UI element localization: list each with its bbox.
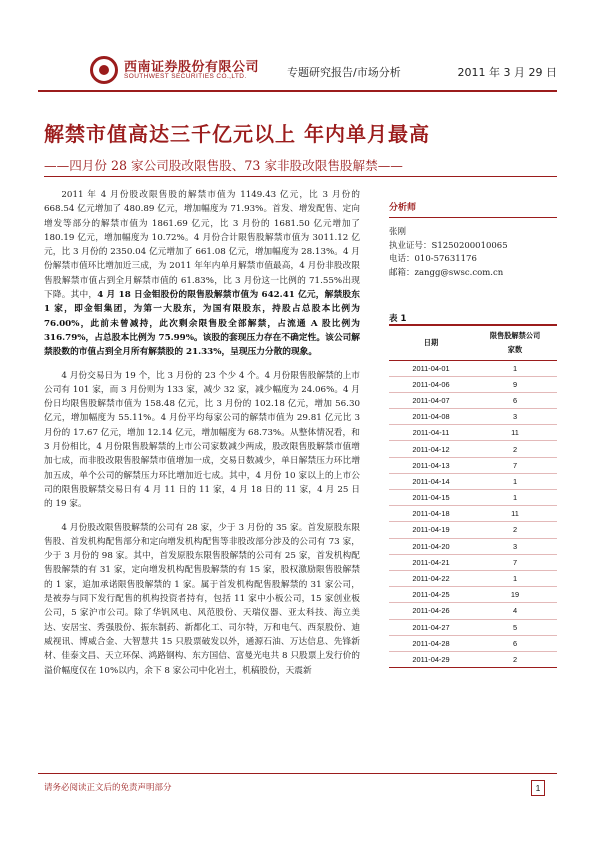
cell-count: 3: [473, 409, 557, 425]
table-row: [389, 360, 557, 376]
table-row: [389, 376, 557, 392]
table-body: [389, 360, 557, 668]
cell-date: 2011-04-29: [389, 651, 473, 667]
cell-date: 2011-04-20: [389, 538, 473, 554]
cell-count: 6: [473, 635, 557, 651]
cell-date: 2011-04-28: [389, 635, 473, 651]
cell-count: 1: [473, 490, 557, 506]
cell-date: 2011-04-14: [389, 473, 473, 489]
table-row: [389, 425, 557, 441]
column-header-date: 日期: [389, 326, 473, 360]
cell-count: 1: [473, 473, 557, 489]
cell-count: 2: [473, 651, 557, 667]
table-row: [389, 473, 557, 489]
cell-date: 2011-04-11: [389, 425, 473, 441]
logo-mark-icon: [90, 56, 118, 84]
cell-count: 19: [473, 587, 557, 603]
table-row: [389, 538, 557, 554]
table-caption: 表 1: [389, 314, 407, 324]
table-row: [389, 587, 557, 603]
table-row: [389, 603, 557, 619]
analyst-heading: 分析师: [389, 203, 417, 213]
cell-date: 2011-04-01: [389, 360, 473, 376]
cell-date: 2011-04-07: [389, 392, 473, 408]
cell-date: 2011-04-25: [389, 587, 473, 603]
unlock-table: [389, 324, 557, 668]
title-divider: [44, 176, 557, 177]
table-row: [389, 619, 557, 635]
cell-count: 5: [473, 619, 557, 635]
cell-count: 1: [473, 360, 557, 376]
cell-count: 3: [473, 538, 557, 554]
cell-date: 2011-04-27: [389, 619, 473, 635]
analyst-phone: 电话：010-57631176: [389, 254, 477, 265]
analyst-email[interactable]: 邮箱：zangg@swsc.com.cn: [389, 267, 504, 278]
cell-date: 2011-04-22: [389, 570, 473, 586]
table-row: [389, 441, 557, 457]
cell-date: 2011-04-19: [389, 522, 473, 538]
cell-date: 2011-04-21: [389, 554, 473, 570]
paragraph: [44, 188, 360, 360]
cell-count: 2: [473, 522, 557, 538]
cell-count: 6: [473, 392, 557, 408]
cell-count: 4: [473, 603, 557, 619]
report-body: [44, 188, 360, 687]
cell-count: 11: [473, 506, 557, 522]
column-header-count: 限售股解禁公司家数: [473, 326, 557, 360]
table-row: [389, 506, 557, 522]
footer-divider: [38, 773, 557, 774]
cell-count: 1: [473, 570, 557, 586]
analyst-name: 张刚: [389, 227, 407, 237]
page-subtitle: ——四月份 28 家公司股改限售股、73 家非股改限售股解禁——: [44, 158, 403, 173]
table-row: [389, 457, 557, 473]
page-number: 1: [531, 780, 545, 796]
cell-date: 2011-04-12: [389, 441, 473, 457]
cell-date: 2011-04-26: [389, 603, 473, 619]
analyst-license: 执业证号：S1250200010065: [389, 240, 508, 251]
cell-count: 7: [473, 457, 557, 473]
header-divider: [38, 90, 557, 92]
report-date: 2011 年 3 月 29 日: [457, 66, 557, 79]
cell-date: 2011-04-06: [389, 376, 473, 392]
paragraph: 4 月份股改限售股解禁的公司有 28 家，少于 3 月份的 35 家。首发原股东限售股、首发机构配售部分和定向增发机构配售等非股改部分涉及的公司有 73 家，少于 3 月份的 98 家。其中，首发原股东限售股解禁的公司有 25 家，首发机构配售股解禁的有 31 家，定向增发机构配售股解禁的有 15 家，股权激励限售股解禁的 1 家，追加承诺限售股解禁的 1 家。属于首发机构配售股解禁的 31 家公司，是被券与同下发行配售的机构投资者持有，包括 11 家中小板公司，15 家创业板公司，5 家沪市公司。除了华钒风电、风范股份、天瑞仪器、亚太科技、海立美达、安居宝、秀强股份、振东制药、新都化工、司尔特，万和电气、西泵股份、迪威视讯、博威合金、大智慧共 15 只股票破发以外，通源石油、万达信息、先锋新材、佳泰文昌、天立环保、鸿路钢构、东方国信、富曼光电共 8 只股票上发行价的溢价幅度仅在 10%以内，余下 8 家公司中化岩土，机稿股份，天震新: [44, 522, 360, 676]
report-category: 专题研究报告/市场分析: [287, 66, 401, 79]
table-row: [389, 392, 557, 408]
paragraph-text: 2011 年 4 月份股改限售股的解禁市值为 1149.43 亿元，比 3 月份的 668.54 亿元增加了 480.89 亿元，增加幅度为 71.93%。首发、增发配售、定向增发等部分的解禁市值为 1861.69 亿元，比 3 月份的 1681.50 亿元增加了 180.19 亿元，增加幅度为 10.72%。4 月份合计限售股解禁市值为 3011.12 亿元，比 3 月份的 2350.04 亿元增加了 661.08 亿元，增加幅度为 28.13%。4 月份解禁市值环比增加近三成，为 2011 年年内单月解禁市值最高，4 月份非股改限售股解禁市值占到全月解禁市值的 61.83%，比 3 月份这一比例的 71.55%出现下降。其中，: [44, 190, 360, 301]
table-row: [389, 490, 557, 506]
highlight-text: 4 月 18 日金钼股份的限售股解禁市值为 642.41 亿元，解禁股东 1 家，即金钼集团，为第一大股东，为国有限股东，持股占总股本比例为 76.00%，此前未曾减持，此次剩余限售股全部解禁，占流通 A 股比例为 316.79%，占总股本比例为 75.99%。该股的套现压力存在不确定性。该公司解禁股数的市值占到全月所有解禁股的 21.33%，呈现压力分散的现象。: [44, 290, 360, 358]
logo-english-name: SOUTHWEST SECURITIES CO.,LTD.: [124, 73, 247, 80]
cell-date: 2011-04-18: [389, 506, 473, 522]
footer-disclaimer: 请务必阅读正文后的免责声明部分: [44, 783, 172, 793]
table-row: [389, 570, 557, 586]
table-row: [389, 554, 557, 570]
analyst-panel: [389, 200, 557, 280]
logo-chinese-name: 西南证券股份有限公司: [124, 60, 260, 75]
page-header: [0, 0, 595, 100]
company-logo: [90, 54, 260, 86]
cell-count: 2: [473, 441, 557, 457]
cell-count: 11: [473, 425, 557, 441]
table-row: [389, 409, 557, 425]
cell-date: 2011-04-15: [389, 490, 473, 506]
table-row: [389, 651, 557, 667]
cell-date: 2011-04-08: [389, 409, 473, 425]
table-row: [389, 635, 557, 651]
cell-count: 9: [473, 376, 557, 392]
paragraph: 4 月份交易日为 19 个，比 3 月份的 23 个少 4 个。4 月份限售股解禁的上市公司有 101 家，而 3 月份则为 133 家，减少 32 家，减少幅度为 24.06%。4 月份日均限售股解禁市值为 158.48 亿元，比 3 月份的 102.18 亿元，增加 56.30 亿元，增加幅度为 55.11%。4 月份平均每家公司的解禁市值为 29.81 亿元比 3 月份的 17.67 亿元，增加 12.14 亿元，增加幅度为 68.73%。从整体情况看，和 3 月份相比，4 月份限售股解禁的上市公司家数减少两成，股改限售股解禁市值增加七成，而非股改限售股解禁市值增加一成，交易日数减少，单日解禁压力环比增加五成，单个公司的解禁压力环比增加近七成。其中，4 月份 10 家以上的上市公司的限售股解禁交易日有 4 月 11 日的 11 家，4 月 18 日的 11 家，4 月 25 日的 19 家。: [44, 370, 360, 510]
page-title: 解禁市值高达三千亿元以上 年内单月最高: [44, 122, 430, 146]
cell-count: 7: [473, 554, 557, 570]
table-row: [389, 522, 557, 538]
analyst-divider: [389, 217, 557, 218]
cell-date: 2011-04-13: [389, 457, 473, 473]
